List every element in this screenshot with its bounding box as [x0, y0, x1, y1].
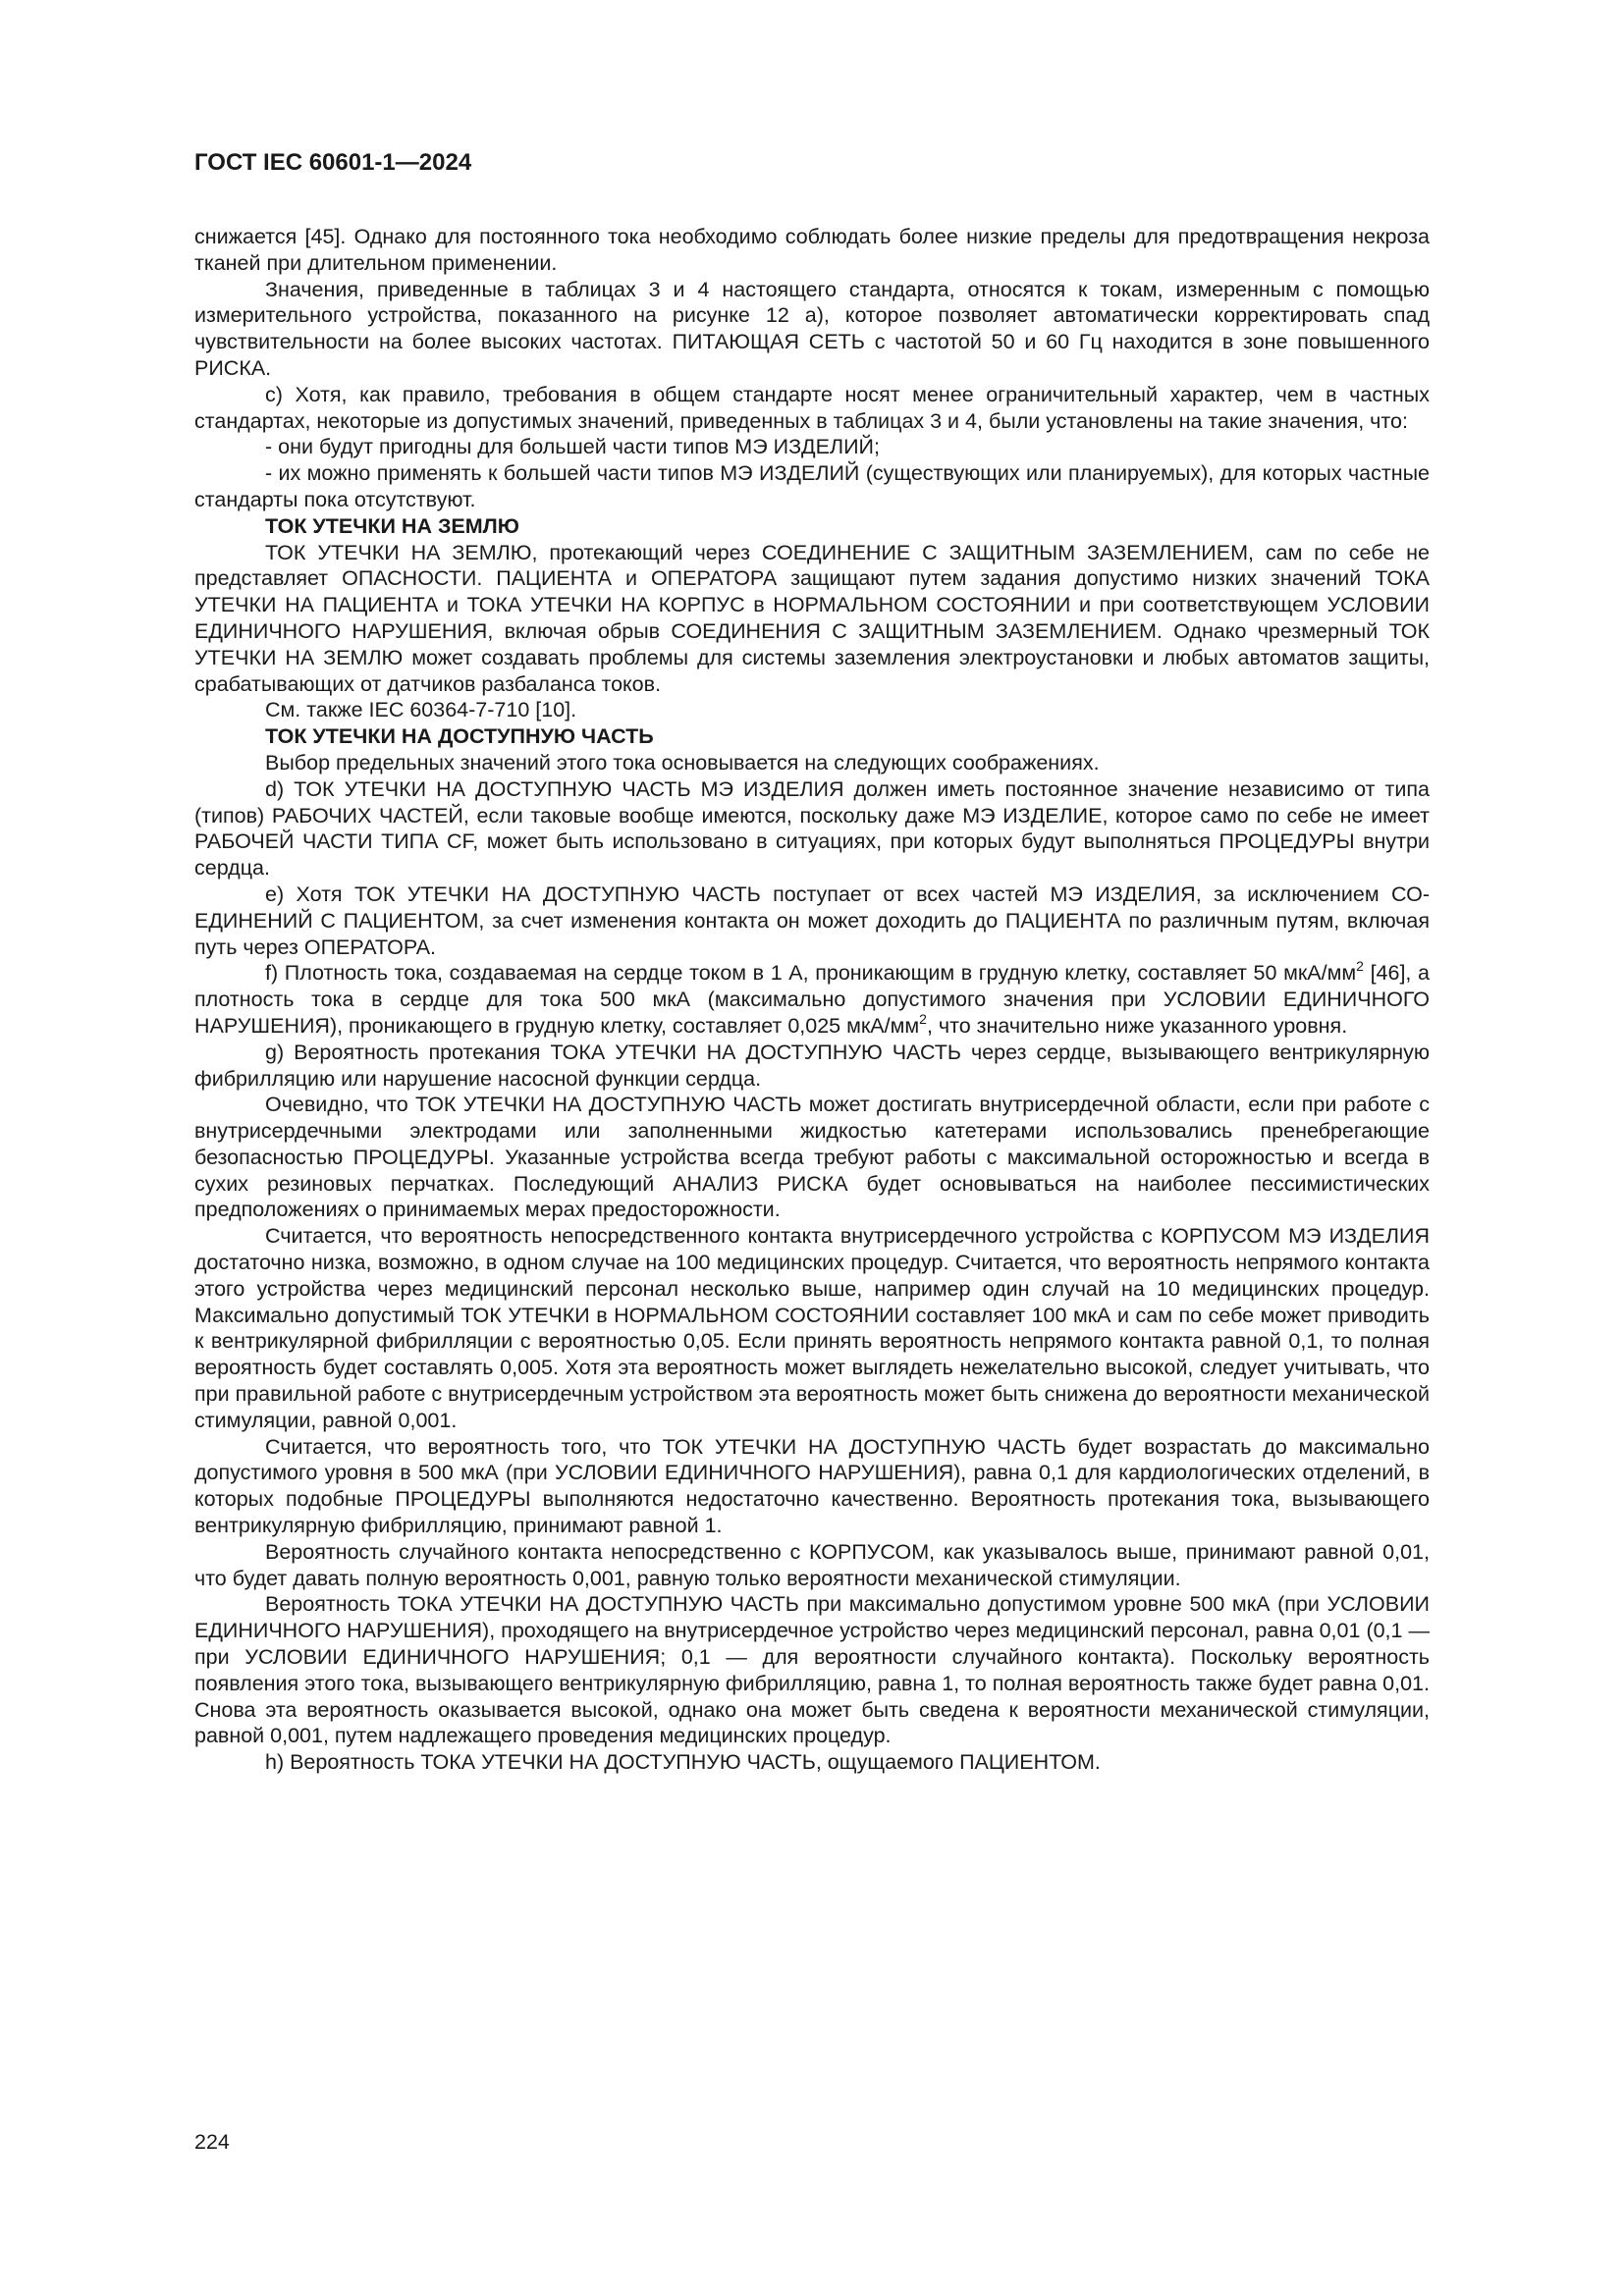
- superscript: 2: [919, 1010, 927, 1027]
- paragraph: c) Хотя, как правило, требования в общем стандарте носят менее ограничительный характер, чем в частных стандартах, некоторые из допустимых значений, приведенных в таблицах 3 и 4, были установлены на такие значения, что:: [194, 382, 1430, 433]
- text-run: [46], а плотность тока в сердце для тока 500 мкА (максимально допустимого значения при УСЛОВИИ ЕДИНИЧНОГО НАРУШЕНИЯ), проникающего в грудную клетку, составляет 0,025 мкА/мм: [194, 961, 1430, 1038]
- list-item: - они будут пригодны для большей части типов МЭ ИЗДЕЛИЙ;: [265, 435, 880, 459]
- document-body: [194, 224, 1430, 1776]
- paragraph: снижается [45]. Однако для постоянного тока необходимо соблюдать более низкие пределы для предотвращения некроза тканей при длительном применении.: [194, 225, 1430, 275]
- list-item: - их можно применять к большей части типов МЭ ИЗДЕЛИЙ (существующих или планируемых), для которых частные стандарты пока отсутствуют.: [194, 461, 1430, 511]
- section-heading: ТОК УТЕЧКИ НА ЗЕМЛЮ: [265, 513, 519, 538]
- paragraph: Значения, приведенные в таблицах 3 и 4 настоящего стандарта, относятся к токам, измеренным с помощью измерительного устройства, показанного на рисунке 12 а), которое позволяет автоматически корректировать спад чувствительности на более высоких частотах. ПИТАЮЩАЯ СЕТЬ с частотой 50 и 60 Гц находится в зоне повышенного РИСКА.: [194, 277, 1430, 380]
- document-header-title: ГОСТ IEC 60601-1—2024: [194, 149, 472, 176]
- page-number: 224: [194, 2130, 230, 2154]
- paragraph: h) Вероятность ТОКА УТЕЧКИ НА ДОСТУПНУЮ ЧАСТЬ, ощущаемого ПАЦИЕНТОМ.: [265, 1750, 1101, 1775]
- text-run: f) Плотность тока, создаваемая на сердце током в 1 А, проникающим в грудную клетку, составляет 50 мкА/мм: [265, 961, 1357, 986]
- paragraph: Очевидно, что ТОК УТЕЧКИ НА ДОСТУПНУЮ ЧАСТЬ может достигать внутрисердечной области, если при работе с внутрисердечными электродами или заполненными жидкостью катетерами использовались пренебрегающие безопасностью ПРОЦЕДУРЫ. Указанные устройства всегда требуют работы с максимальной осторожностью и всегда в сухих резиновых перчатках. Последующий АНАЛИЗ РИСКА будет основываться на наиболее пессимистических предположениях о принимаемых мерах предосторожности.: [194, 1093, 1430, 1222]
- paragraph: Вероятность ТОКА УТЕЧКИ НА ДОСТУПНУЮ ЧАСТЬ при максимально допустимом уровне 500 мкА (при УСЛОВИИ ЕДИНИЧНОГО НАРУШЕНИЯ), проходящего на внутрисердечное устройство через медицинский персонал, равна 0,01 (0,1 — при УСЛОВИИ ЕДИНИЧНОГО НАРУШЕНИЯ; 0,1 — для вероятности случайного контакта). Поскольку вероятность появления этого тока, вызывающего вентрикулярную фибрилляцию, равна 1, то полная вероятность также будет равна 0,01. Снова эта вероятность оказывается высокой, однако она может быть сведена к вероятности механической стимуляции, равной 0,001, путем надлежащего проведения медицинских процедур.: [194, 1592, 1430, 1748]
- paragraph-with-superscript: [194, 960, 1430, 1039]
- section-heading: ТОК УТЕЧКИ НА ДОСТУПНУЮ ЧАСТЬ: [265, 724, 654, 749]
- paragraph: Вероятность случайного контакта непосредственно с КОРПУСОМ, как указывалось выше, принимают равной 0,01, что будет давать полную вероятность 0,001, равную только вероятности механической стимуляции.: [194, 1539, 1430, 1590]
- paragraph: Считается, что вероятность непосредственного контакта внутрисердечного устройства с КОРПУСОМ МЭ ИЗДЕЛИЯ достаточно низка, возможно, в одном случае на 100 медицинских процедур. Считается, что вероятность непрямого контакта этого устройства через медицинский персонал несколько выше, например один случай на 10 медицинских процедур. Максимально допустимый ТОК УТЕЧКИ в НОРМАЛЬНОМ СОСТОЯНИИ составляет 100 мкА и сам по себе может приводить к вентрикулярной фибрилляции с вероятностью 0,05. Если принять вероятность непрямого контакта равной 0,1, то полная вероятность будет составлять 0,005. Хотя эта вероятность может выглядеть нежелательно высокой, следует учитывать, что при правильной работе с внутрисердечным устройством эта вероятность может быть снижена до вероятности механической стимуляции, равной 0,001.: [194, 1224, 1430, 1432]
- paragraph: См. также IEC 60364-7-710 [10].: [265, 698, 577, 722]
- paragraph: e) Хотя ТОК УТЕЧКИ НА ДОСТУПНУЮ ЧАСТЬ поступает от всех частей МЭ ИЗДЕЛИЯ, за исключением СОЕДИНЕНИЙ С ПАЦИЕНТОМ, за счет изменения контакта он может доходить до ПАЦИЕНТА по различным путям, включая путь через ОПЕРАТОРА.: [194, 881, 1430, 959]
- paragraph: Выбор предельных значений этого тока основывается на следующих соображениях.: [265, 750, 1100, 774]
- paragraph: g) Вероятность протекания ТОКА УТЕЧКИ НА ДОСТУПНУЮ ЧАСТЬ через сердце, вызывающего вентрикулярную фибрилляцию или нарушение насосной функции сердца.: [194, 1040, 1430, 1091]
- paragraph: Считается, что вероятность того, что ТОК УТЕЧКИ НА ДОСТУПНУЮ ЧАСТЬ будет возрастать до максимально допустимого уровня в 500 мкА (при УСЛОВИИ ЕДИНИЧНОГО НАРУШЕНИЯ), равна 0,1 для кардиологических отделений, в которых подобные ПРОЦЕДУРЫ выполняются недостаточно качественно. Вероятность протекания тока, вызывающего вентрикулярную фибрилляцию, принимают равной 1.: [194, 1434, 1430, 1538]
- superscript: 2: [1356, 958, 1364, 975]
- text-run: , что значительно ниже указанного уровня.: [926, 1013, 1348, 1038]
- paragraph: d) ТОК УТЕЧКИ НА ДОСТУПНУЮ ЧАСТЬ МЭ ИЗДЕЛИЯ должен иметь постоянное значение независимо от типа (типов) РАБОЧИХ ЧАСТЕЙ, если таковые вообще имеются, поскольку даже МЭ ИЗДЕЛИЕ, которое само по себе не имеет РАБОЧЕЙ ЧАСТИ ТИПА CF, может быть использовано в ситуациях, при которых будут выполняться ПРОЦЕДУРЫ внутри сердца.: [194, 776, 1430, 881]
- paragraph: ТОК УТЕЧКИ НА ЗЕМЛЮ, протекающий через СОЕДИНЕНИЕ С ЗАЩИТНЫМ ЗАЗЕМЛЕНИЕМ, сам по себе не представляет ОПАСНОСТИ. ПАЦИЕНТА и ОПЕРАТОРА защищают путем задания допустимо низких значений ТОКА УТЕЧКИ НА ПАЦИЕНТА и ТОКА УТЕЧКИ НА КОРПУС в НОРМАЛЬНОМ СОСТОЯНИИ и при соответствующем УСЛОВИИ ЕДИНИЧНОГО НАРУШЕНИЯ, включая обрыв СОЕДИНЕНИЯ С ЗАЩИТНЫМ ЗАЗЕМЛЕНИЕМ. Однако чрезмерный ТОК УТЕЧКИ НА ЗЕМЛЮ может создавать проблемы для системы заземления электроустановки и любых автоматов защиты, срабатывающих от датчиков разбаланса токов.: [194, 540, 1430, 696]
